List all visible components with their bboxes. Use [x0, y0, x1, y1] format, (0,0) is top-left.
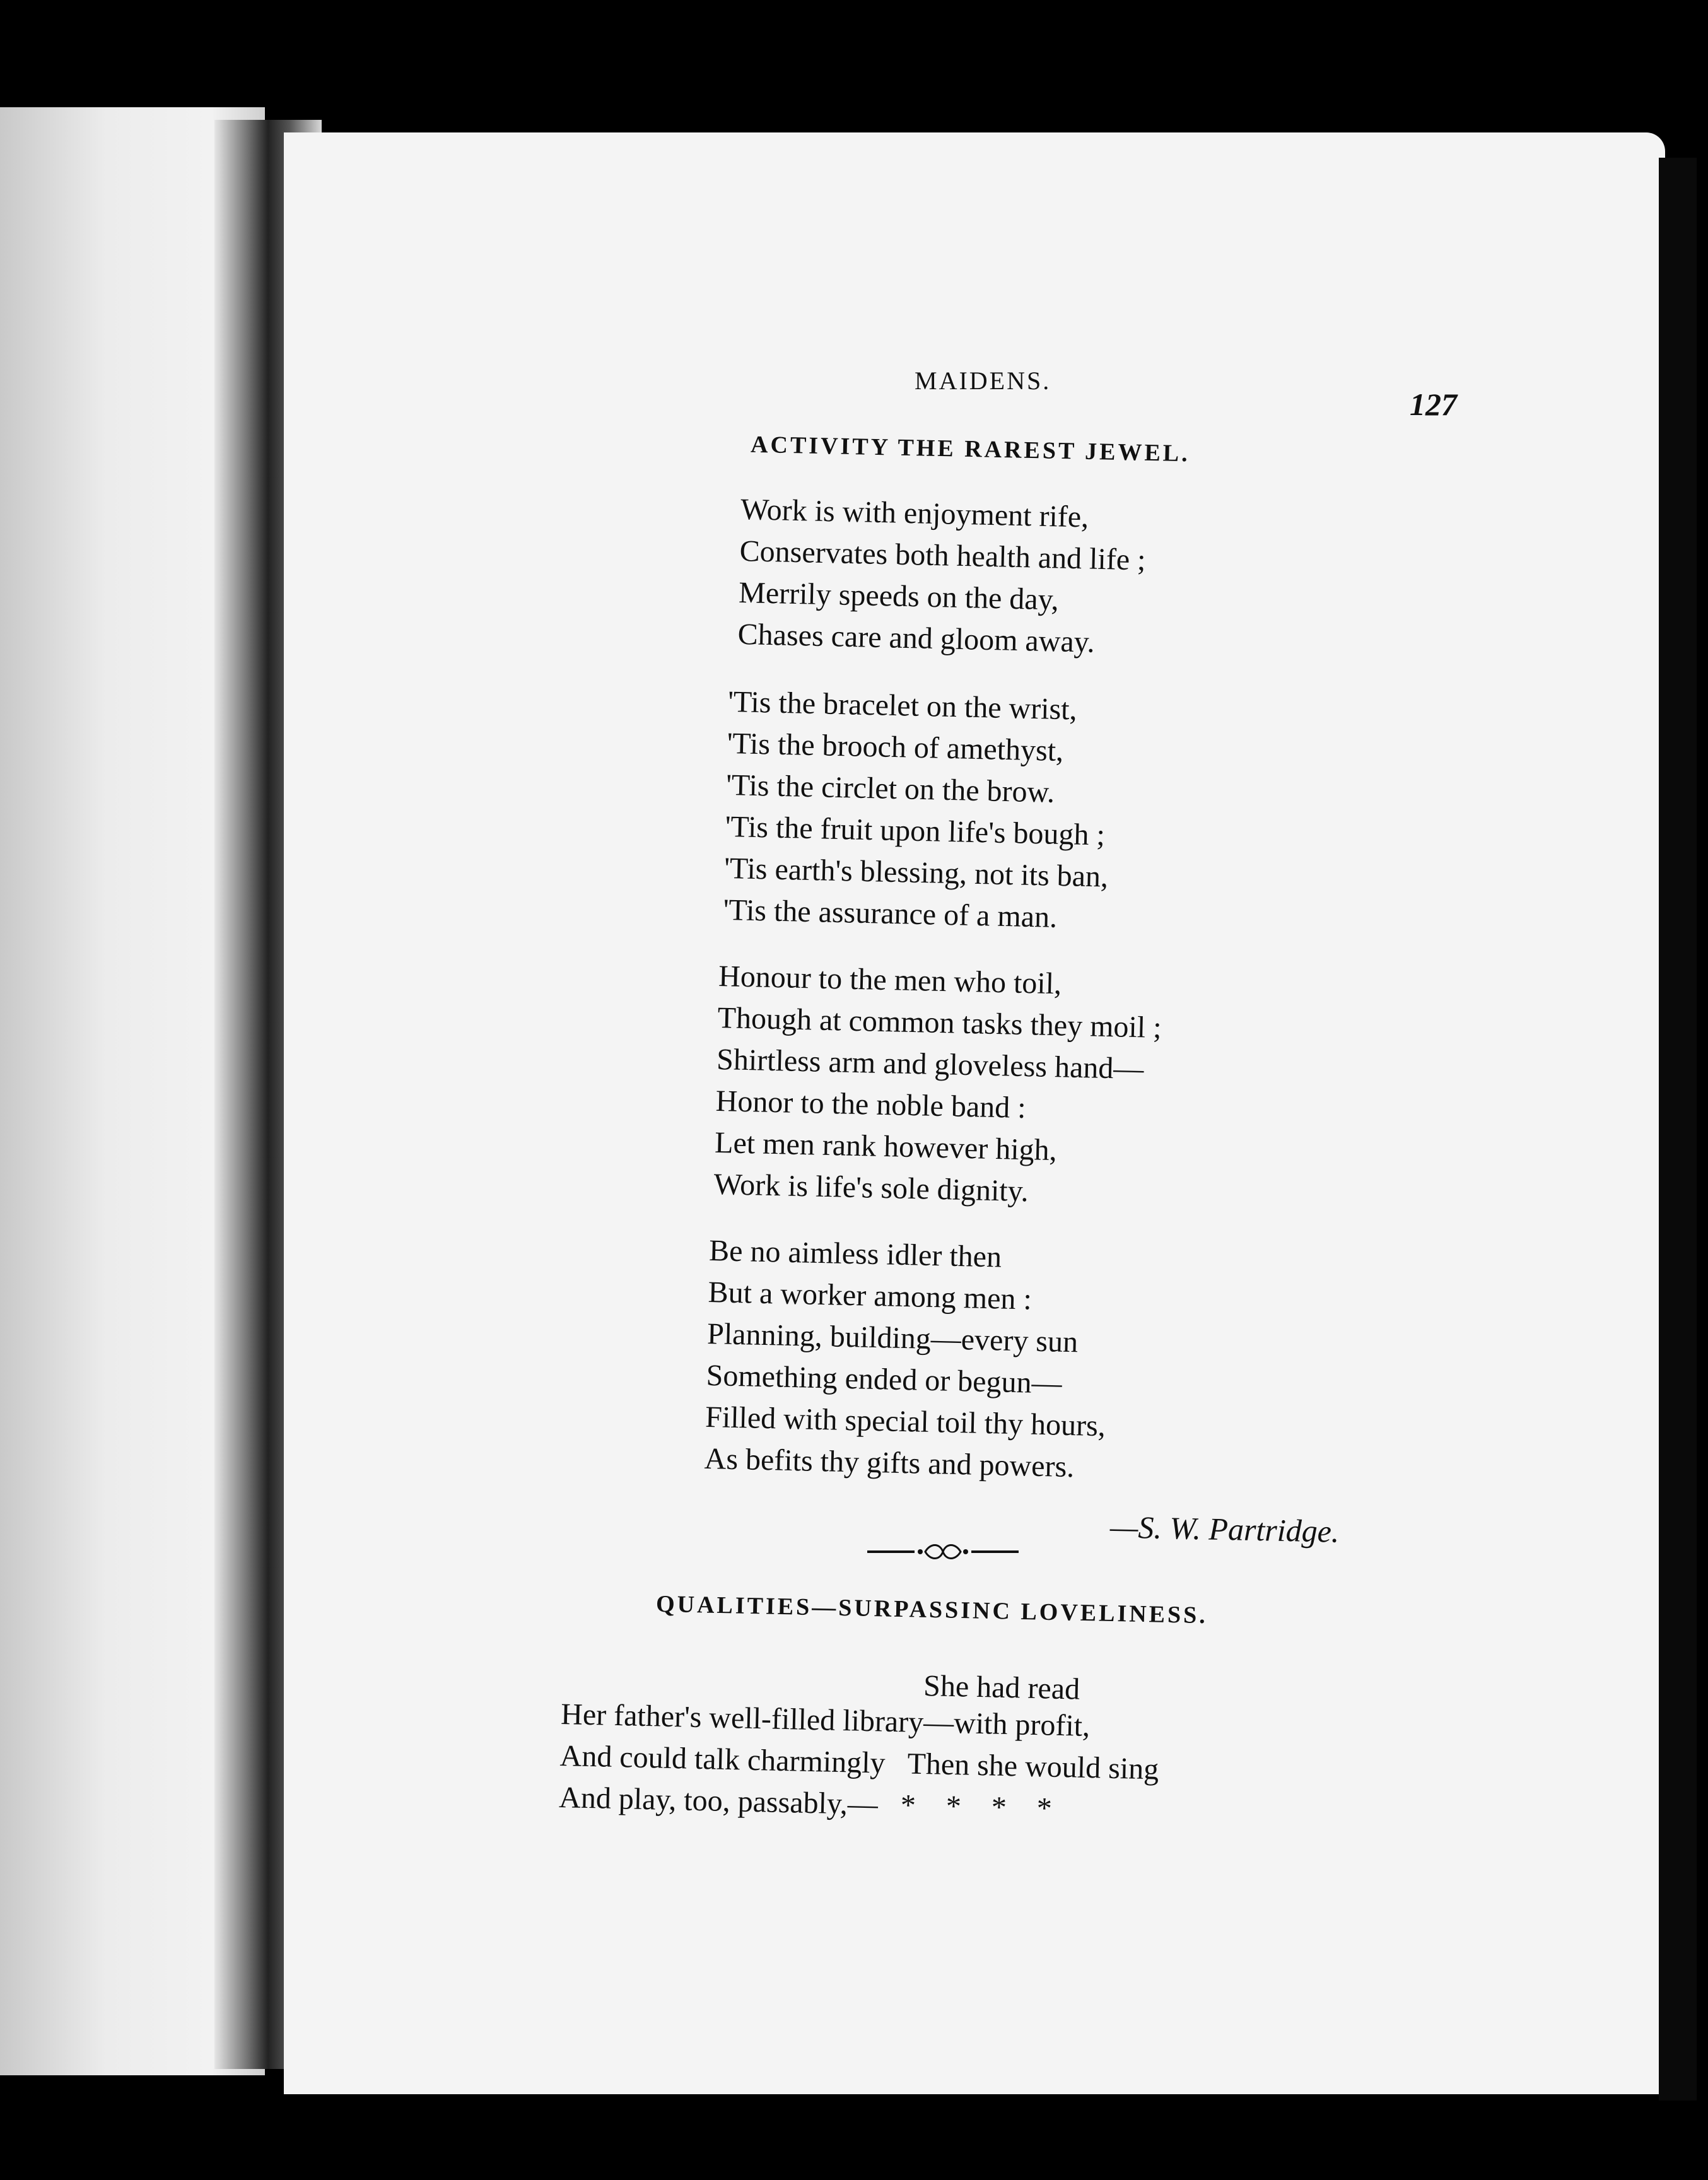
binding-edge	[1659, 158, 1697, 2101]
poem-line: Planning, building—every sun	[706, 1316, 1079, 1359]
stanza-1	[737, 489, 1147, 665]
poem-line: 'Tis the bracelet on the wrist,	[727, 684, 1078, 727]
poem-line: 'Tis the assurance of a man.	[723, 893, 1058, 934]
poem-line: Work is with enjoyment rife,	[740, 492, 1089, 534]
poem-title: ACTIVITY THE RAREST JEWEL.	[750, 431, 1191, 467]
ornament-divider	[867, 1539, 1019, 1564]
poem-line: 'Tis earth's blessing, not its ban,	[723, 851, 1109, 894]
poem-line: Be no aimless idler then	[708, 1233, 1002, 1274]
poem-line: Filled with special toil thy hours,	[705, 1400, 1106, 1443]
verse-body	[559, 1694, 1161, 1832]
poem-line: Though at common tasks they moil ;	[717, 1000, 1162, 1045]
poem-line: Conservates both health and life ;	[739, 534, 1147, 577]
poem-line: Her father's well-filled library—with profit,	[560, 1697, 1091, 1743]
poem-line: Something ended or begun—	[706, 1358, 1063, 1400]
poem-line: And play, too, passably,— * * * *	[558, 1780, 1053, 1825]
poem-line: Honour to the men who toil,	[718, 959, 1062, 1001]
poem-line: Let men rank however high,	[714, 1125, 1058, 1168]
poem-line: As befits thy gifts and powers.	[704, 1441, 1075, 1484]
poem-line: And could talk charmingly Then she would sing	[559, 1738, 1159, 1786]
poem-line: 'Tis the circlet on the brow.	[725, 768, 1055, 809]
running-head: MAIDENS.	[915, 366, 1051, 395]
poem-line: Work is life's sole dignity.	[713, 1167, 1029, 1209]
stanza-3	[713, 956, 1163, 1216]
page-number: 127	[1410, 387, 1457, 422]
poem-line: But a worker among men :	[708, 1275, 1032, 1316]
poem-line: 'Tis the brooch of amethyst,	[727, 726, 1064, 768]
poem-line: Shirtless arm and gloveless hand—	[716, 1042, 1144, 1086]
section-title: QUALITIES—SURPASSINC LOVELINESS.	[655, 1590, 1208, 1629]
poem-line: Merrily speeds on the day,	[738, 575, 1060, 617]
poem-line: 'Tis the fruit upon life's bough ;	[725, 809, 1106, 852]
poem-line: She had read	[923, 1668, 1080, 1706]
poem-line: Honor to the noble band :	[715, 1084, 1027, 1125]
stanza-4	[704, 1230, 1109, 1489]
attribution: —S. W. Partridge.	[1109, 1509, 1340, 1549]
stanza-2	[723, 681, 1113, 940]
poem-line: Chases care and gloom away.	[737, 617, 1096, 659]
